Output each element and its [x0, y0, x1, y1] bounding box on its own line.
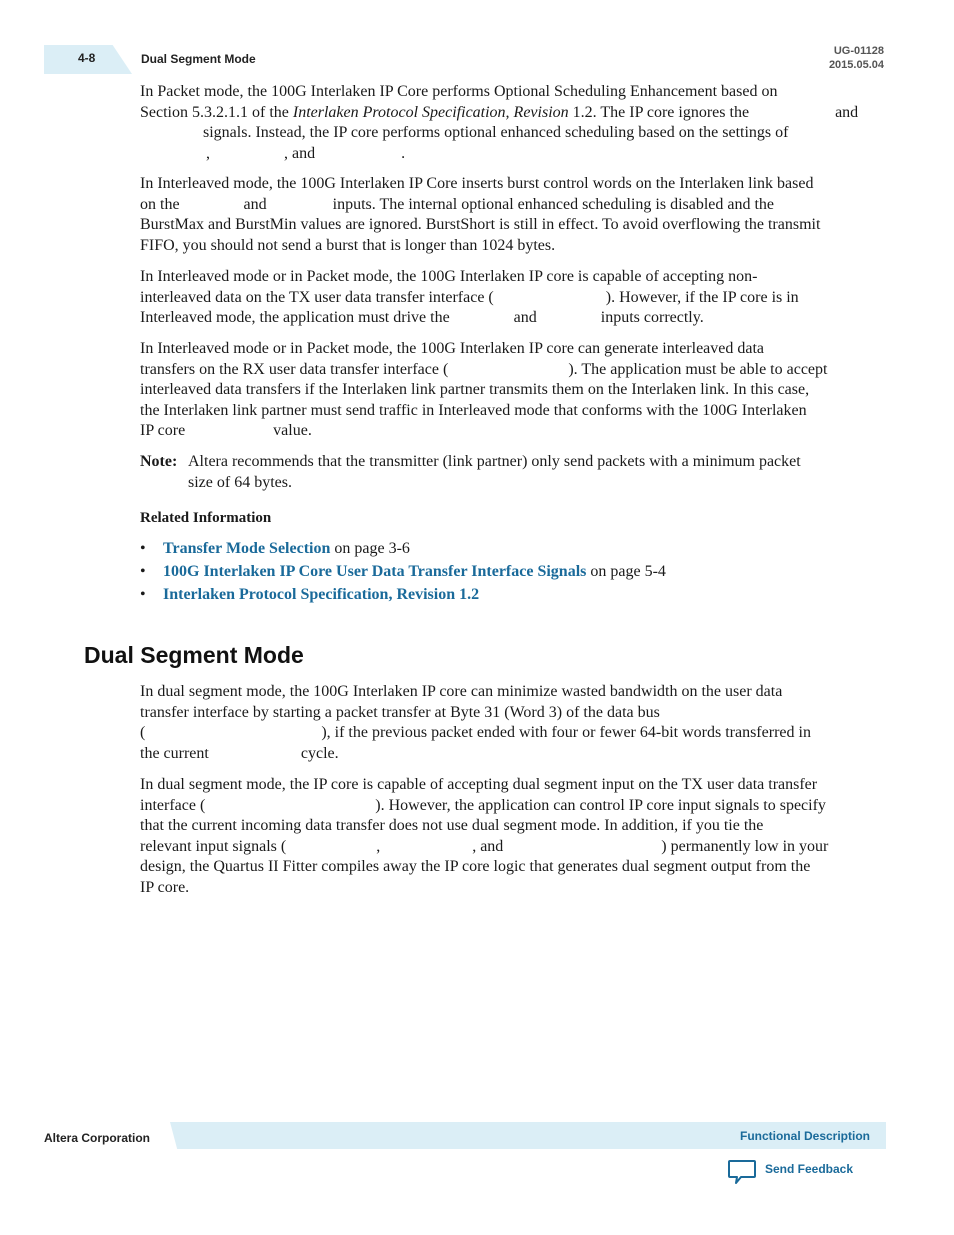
text-line — [140, 744, 870, 765]
note-label: Note: — [140, 453, 178, 470]
text-span: IP core — [140, 422, 186, 440]
text-span: interface ( — [140, 796, 206, 814]
link-user-data-transfer-signals[interactable]: 100G Interlaken IP Core User Data Transfer Interface Signals — [163, 563, 587, 580]
text-span: , and — [472, 837, 504, 855]
text-line — [140, 837, 870, 858]
section-title: Dual Segment Mode — [84, 642, 304, 668]
text-span: ( — [140, 724, 146, 742]
text-span: Section 5.3.2.1.1 of the — [140, 103, 293, 121]
text-line: FIFO, you should not send a burst that is longer than 1024 bytes. — [140, 236, 556, 254]
text-span: cycle. — [300, 744, 339, 762]
text-span: , — [206, 144, 210, 162]
text-line: size of 64 bytes. — [188, 473, 292, 491]
text-line — [140, 195, 870, 216]
text-line — [140, 288, 870, 309]
text-line: the Interlaken link partner must send traffic in Interleaved mode that conforms with the 100G Interlaken — [140, 401, 807, 419]
list-item — [140, 538, 666, 561]
text-line — [140, 723, 870, 744]
text-line — [140, 123, 870, 144]
text-span: transfers on the RX user data transfer interface ( — [140, 360, 449, 378]
text-span: ), if the previous packet ended with four or fewer 64-bit words transferred in — [321, 724, 811, 742]
text-span: , and — [284, 144, 316, 162]
text-line: In Interleaved mode, the 100G Interlaken IP Core inserts burst control words on the Interlaken link based — [140, 175, 814, 192]
doc-id-number: UG-01128 — [833, 45, 884, 57]
text-span: 1.2. The IP core ignores the — [568, 103, 754, 121]
text-line — [140, 103, 870, 124]
text-line: In dual segment mode, the IP core is capable of accepting dual segment input on the TX user data transfer — [140, 776, 818, 793]
text-span: and — [513, 309, 537, 327]
text-line: that the current incoming data transfer does not use dual segment mode. In addition, if you tie the — [140, 817, 764, 835]
text-line: In dual segment mode, the 100G Interlaken IP core can minimize wasted bandwidth on the user data — [140, 683, 783, 700]
link-transfer-mode-selection[interactable]: Transfer Mode Selection — [163, 540, 331, 557]
text-line: interleaved data transfers if the Interlaken link partner transmits them on the Interlaken link. In this case, — [140, 381, 810, 399]
bullet-icon: • — [140, 586, 146, 603]
text-line — [140, 144, 870, 165]
bullet-icon: • — [140, 540, 146, 557]
note-text — [188, 452, 870, 493]
send-feedback-link[interactable]: Send Feedback — [765, 1162, 854, 1176]
text-line — [140, 421, 870, 442]
text-span: ) permanently low in your — [661, 837, 829, 855]
text-span: , — [376, 837, 381, 855]
text-line — [140, 308, 870, 329]
text-span: inputs. The internal optional enhanced scheduling is disabled and the — [332, 195, 775, 213]
text-span: and — [243, 195, 267, 213]
footer-chapter-title: Functional Description — [739, 1129, 870, 1143]
text-span: signals. Instead, the IP core performs optional enhanced scheduling based on the settings of — [203, 124, 789, 142]
text-span: value. — [273, 422, 312, 440]
footer-company: Altera Corporation — [44, 1131, 151, 1145]
text-span: on the — [140, 195, 180, 213]
text-span: . — [401, 144, 406, 162]
bullet-icon: • — [140, 563, 146, 580]
text-span: inputs correctly. — [600, 309, 704, 327]
text-span: interleaved data on the TX user data transfer interface ( — [140, 288, 494, 306]
text-line: Altera recommends that the transmitter (link partner) only send packets with a minimum packet — [188, 453, 801, 470]
text-line: BurstMax and BurstMin values are ignored. BurstShort is still in effect. To avoid overflowing the transmit — [140, 216, 821, 234]
note-block — [140, 452, 870, 493]
doc-date: 2015.05.04 — [828, 59, 884, 71]
paragraph-dual-segment-tx — [140, 775, 870, 899]
text-span: and — [831, 103, 859, 121]
related-links-list — [140, 538, 666, 607]
spec-title-italic: Interlaken Protocol Specification, Revision — [292, 103, 569, 121]
paragraph-dual-segment-intro — [140, 682, 870, 764]
text-span: relevant input signals ( — [140, 837, 287, 855]
text-span: Interleaved mode, the application must drive the — [140, 309, 450, 327]
text-line — [140, 796, 870, 817]
text-line — [140, 360, 870, 381]
text-span: ). The application must be able to accept — [568, 360, 828, 378]
paragraph-tx-interleaved — [140, 267, 870, 329]
text-span: the current — [140, 744, 209, 762]
paragraph-interleaved-mode — [140, 174, 870, 256]
text-line: In Interleaved mode or in Packet mode, the 100G Interlaken IP core is capable of accepting non- — [140, 268, 758, 285]
link-suffix: on page 5-4 — [586, 563, 666, 580]
list-item — [140, 584, 666, 607]
link-interlaken-spec[interactable]: Interlaken Protocol Specification, Revision 1.2 — [163, 586, 480, 603]
speech-bubble-icon[interactable] — [727, 1158, 757, 1186]
related-information-heading: Related Information — [140, 510, 272, 526]
page-number: 4-8 — [78, 51, 96, 65]
paragraph-rx-interleaved — [140, 339, 870, 442]
list-item — [140, 561, 666, 584]
doc-id — [829, 44, 884, 72]
text-line: In Interleaved mode or in Packet mode, the 100G Interlaken IP core can generate interleaved data — [140, 340, 765, 357]
header-section-title: Dual Segment Mode — [141, 52, 256, 66]
text-line: In Packet mode, the 100G Interlaken IP Core performs Optional Scheduling Enhancement based on — [140, 83, 778, 100]
link-suffix: on page 3-6 — [330, 540, 410, 557]
paragraph-packet-mode — [140, 82, 870, 164]
text-line: design, the Quartus II Fitter compiles away the IP core logic that generates dual segment output from the — [140, 858, 811, 876]
text-span: ). However, the application can control IP core input signals to specify — [375, 796, 826, 814]
text-line: IP core. — [140, 878, 190, 896]
text-span: ). However, if the IP core is in — [605, 288, 799, 306]
text-line: transfer interface by starting a packet transfer at Byte 31 (Word 3) of the data bus — [140, 703, 660, 721]
